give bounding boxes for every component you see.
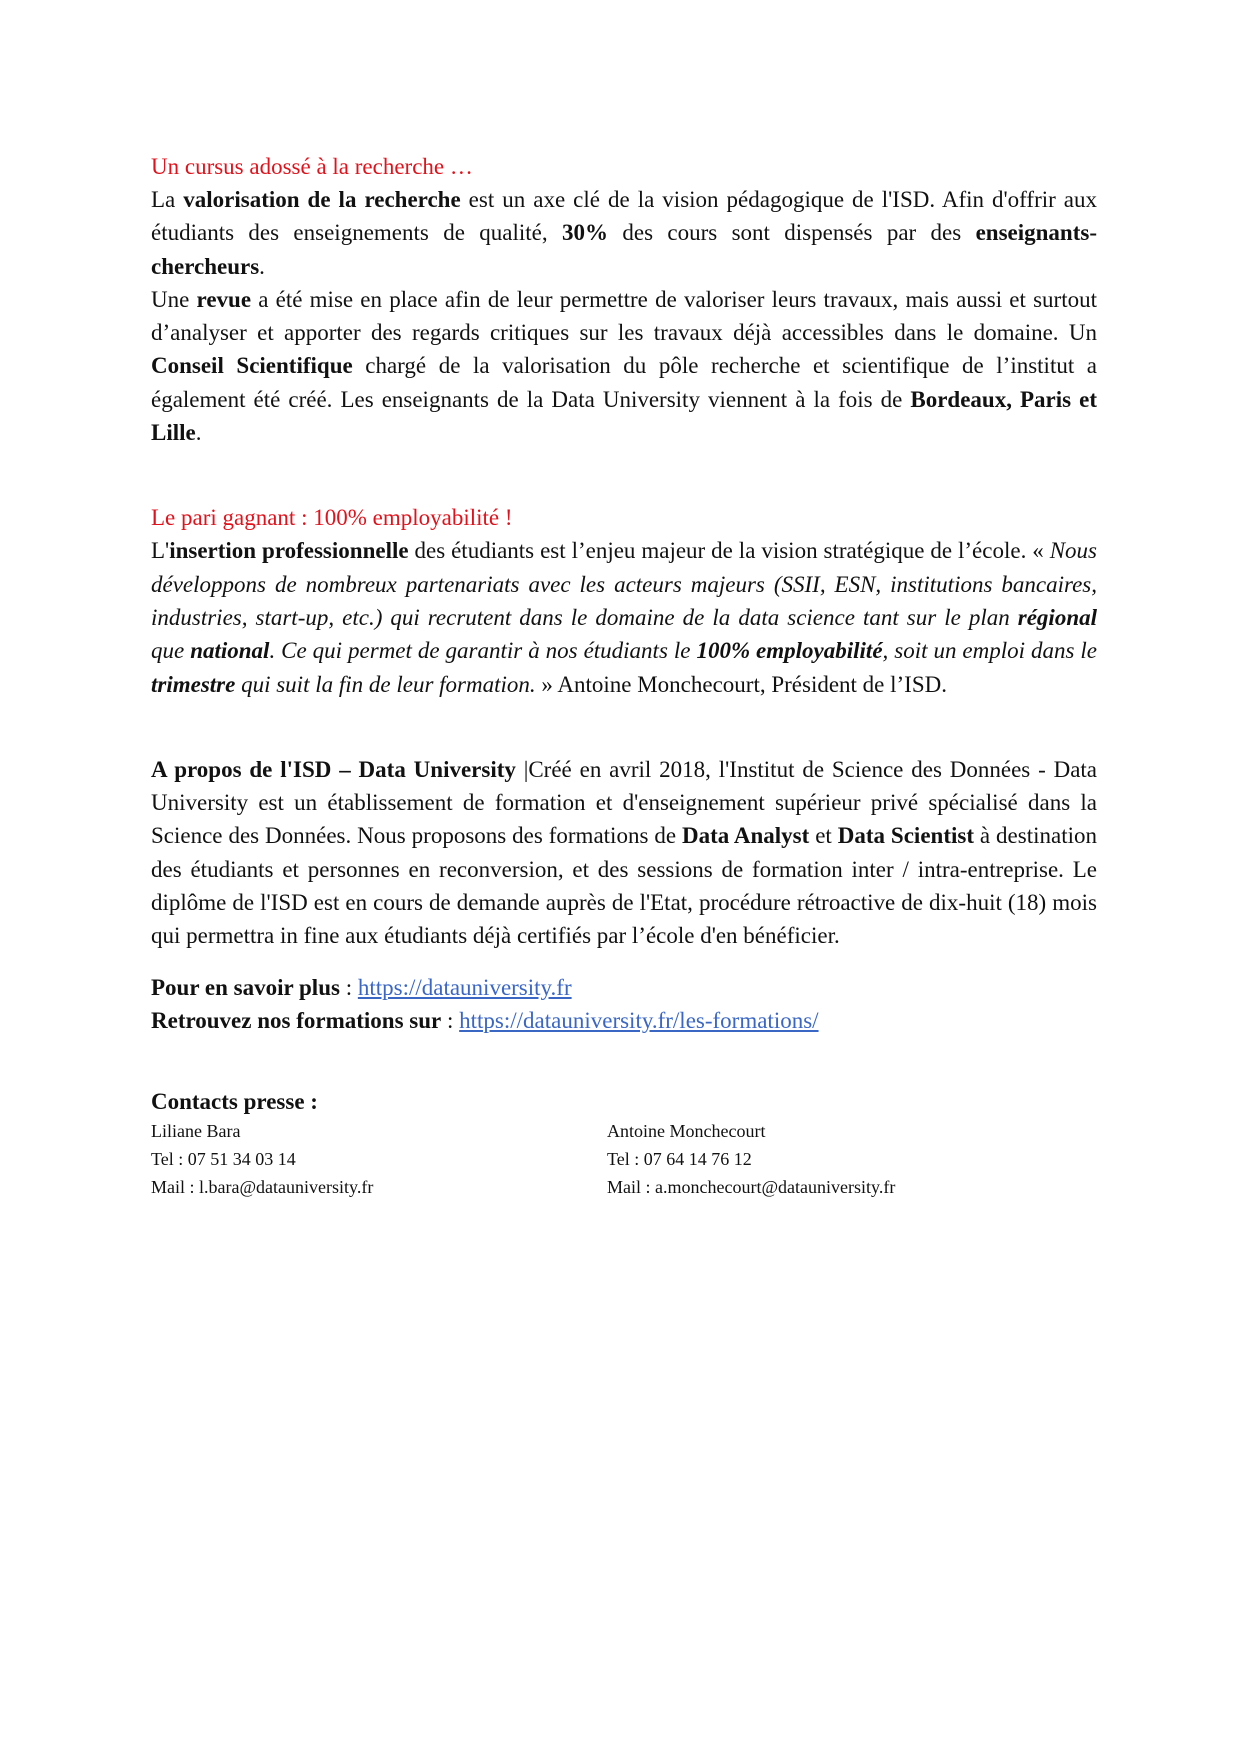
research-paragraph-1: La valorisation de la recherche est un axe clé de la vision pédagogique de l'ISD. Afin d'offrir aux étudiants des enseignements de qualité, 30% des cours sont dispensés par des enseignants-chercheurs. <box>151 187 1097 279</box>
document-page <box>151 150 1097 1201</box>
more-info-label: Pour en savoir plus <box>151 974 340 1000</box>
formations-link[interactable]: https://datauniversity.fr/les-formations/ <box>459 1007 819 1033</box>
contact-mail: Mail : l.bara@datauniversity.fr <box>151 1176 374 1197</box>
website-link[interactable]: https://datauniversity.fr <box>357 974 572 1000</box>
about-paragraph: A propos de l'ISD – Data University |Créé en avril 2018, l'Institut de Science des Données - Data University est un établissement de formation et d'enseignement supérieur privé spécialisé dans la Science des Données. Nous proposons des formations de Data Analyst et Data Scientist à destination des étudiants et personnes en reconversion, et des sessions de formation inter / intra-entreprise. Le diplôme de l'ISD est en cours de demande auprès de l'Etat, procédure rétroactive de dix-huit (18) mois qui permettra in fine aux étudiants déjà certifiés par l’école d'en bénéficier. <box>151 756 1097 949</box>
research-paragraph-2: Une revue a été mise en place afin de leur permettre de valoriser leurs travaux, mais aussi et surtout d’analyser et apporter des regards critiques sur les travaux déjà accessibles dans le domaine. Un Conseil Scientifique chargé de la valorisation du pôle recherche et scientifique de l’institut a également été créé. Les enseignants de la Data University viennent à la fois de Bordeaux, Paris et Lille. <box>151 286 1098 446</box>
employability-paragraph: L'insertion professionnelle des étudiants est l’enjeu majeur de la vision stratégique de l’école. « Nous développons de nombreux partenariats avec les acteurs majeurs (SSII, ESN, institutions bancaires, industries, start-up, etc.) qui recrutent dans le domaine de la data science tant sur le plan régional que national. Ce qui permet de garantir à nos étudiants le 100% employabilité, soit un emploi dans le trimestre qui suit la fin de leur formation. » Antoine Monchecourt, Président de l’ISD. <box>151 538 1097 697</box>
formations-line: Retrouvez nos formations sur : https://datauniversity.fr/les-formations/ <box>151 1007 819 1033</box>
contact-tel: Tel : 07 64 14 76 12 <box>607 1148 752 1169</box>
contacts-title: Contacts presse : <box>151 1088 318 1114</box>
contact-name: Antoine Monchecourt <box>607 1120 766 1141</box>
section-heading-employability: Le pari gagnant : 100% employabilité ! <box>151 505 513 531</box>
formations-label: Retrouvez nos formations sur <box>151 1007 442 1033</box>
press-contacts <box>151 1117 1097 1201</box>
contact-liliane-bara <box>151 1117 607 1201</box>
contact-mail: Mail : a.monchecourt@datauniversity.fr <box>607 1176 896 1197</box>
contact-antoine-monchecourt <box>607 1117 1063 1201</box>
contact-tel: Tel : 07 51 34 03 14 <box>151 1148 296 1169</box>
more-info-line: Pour en savoir plus : https://datauniversity.fr <box>151 974 572 1000</box>
contact-name: Liliane Bara <box>151 1120 241 1141</box>
section-heading-research: Un cursus adossé à la recherche … <box>151 154 473 179</box>
